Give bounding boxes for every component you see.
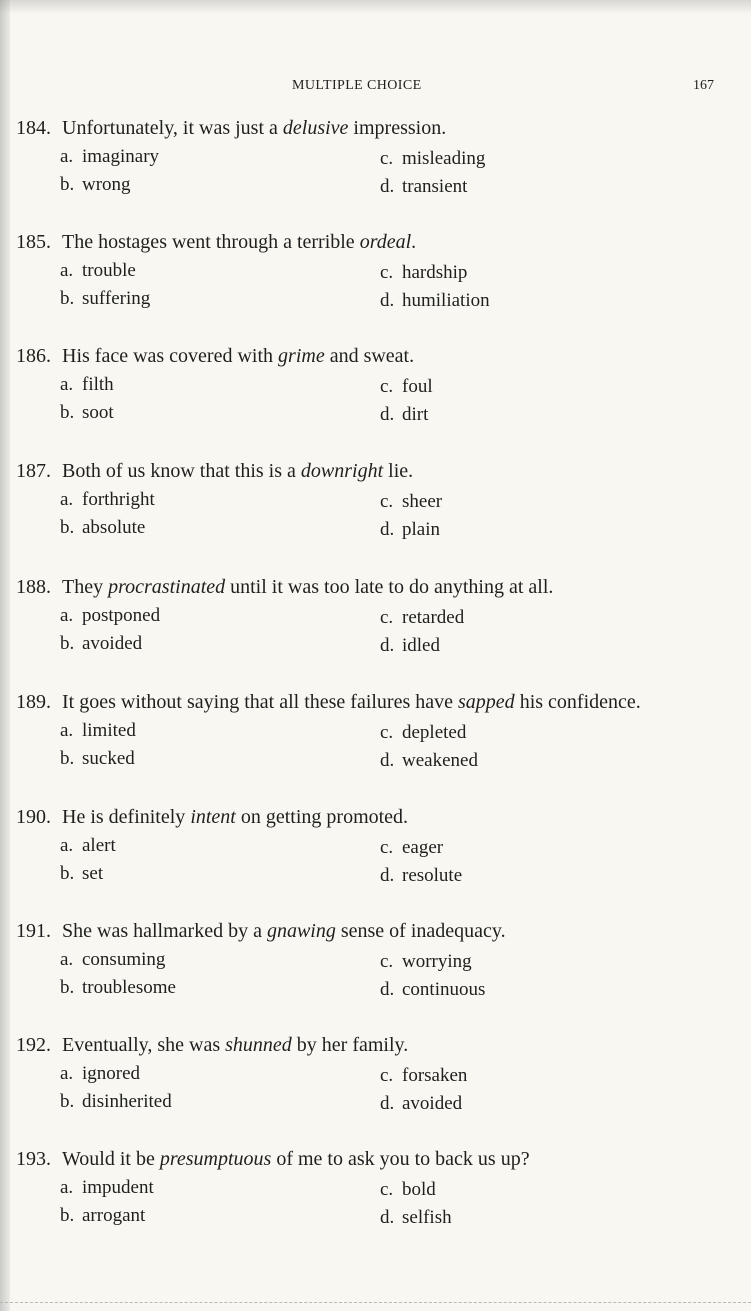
question-number: 192. bbox=[16, 1034, 51, 1056]
option-a[interactable]: a. impudent bbox=[60, 1177, 154, 1198]
option-b[interactable]: b. wrong bbox=[60, 174, 131, 195]
page-bottom-edge bbox=[0, 1302, 751, 1304]
keyword: procrastinated bbox=[108, 576, 226, 598]
option-d[interactable]: d. resolute bbox=[380, 865, 463, 886]
question-number: 191. bbox=[16, 920, 51, 942]
question-text: 186. His face was covered with grime and sweat. bbox=[16, 345, 415, 367]
keyword: presumptuous bbox=[159, 1148, 272, 1170]
option-d[interactable]: d. selfish bbox=[380, 1207, 452, 1228]
keyword: delusive bbox=[282, 117, 349, 139]
option-c[interactable]: c. misleading bbox=[380, 148, 486, 169]
question-184 bbox=[16, 117, 736, 217]
option-c[interactable]: c. eager bbox=[380, 837, 444, 858]
question-192 bbox=[16, 1034, 736, 1134]
option-d[interactable]: d. humiliation bbox=[380, 290, 490, 311]
option-b[interactable]: b. set bbox=[60, 863, 104, 884]
question-text: 191. She was hallmarked by a gnawing sense of inadequacy. bbox=[16, 920, 506, 942]
option-d[interactable]: d. continuous bbox=[380, 979, 486, 1000]
running-head: MULTIPLE CHOICE bbox=[292, 78, 422, 93]
question-187 bbox=[16, 460, 736, 560]
option-a[interactable]: a. filth bbox=[60, 374, 114, 395]
option-b[interactable]: b. sucked bbox=[60, 748, 135, 769]
page-edge bbox=[0, 0, 10, 1311]
keyword: ordeal bbox=[359, 231, 412, 253]
page-number: 167 bbox=[693, 78, 714, 93]
question-number: 190. bbox=[16, 806, 51, 828]
question-text: 192. Eventually, she was shunned by her family. bbox=[16, 1034, 409, 1056]
keyword: grime bbox=[278, 345, 325, 367]
option-d[interactable]: d. plain bbox=[380, 519, 440, 540]
option-b[interactable]: b. soot bbox=[60, 402, 114, 423]
question-text: 189. It goes without saying that all these failures have sapped his confidence. bbox=[16, 691, 641, 713]
question-188 bbox=[16, 576, 736, 676]
option-a[interactable]: a. ignored bbox=[60, 1063, 141, 1084]
option-a[interactable]: a. postponed bbox=[60, 605, 161, 626]
question-186 bbox=[16, 345, 736, 445]
option-c[interactable]: c. bold bbox=[380, 1179, 436, 1200]
option-b[interactable]: b. troublesome bbox=[60, 977, 176, 998]
option-a[interactable]: a. consuming bbox=[60, 949, 166, 970]
question-number: 188. bbox=[16, 576, 51, 598]
option-b[interactable]: b. disinherited bbox=[60, 1091, 172, 1112]
top-shadow bbox=[0, 0, 751, 14]
option-c[interactable]: c. forsaken bbox=[380, 1065, 468, 1086]
keyword: intent bbox=[190, 806, 236, 828]
question-number: 189. bbox=[16, 691, 51, 713]
keyword: sapped bbox=[458, 691, 515, 713]
option-d[interactable]: d. transient bbox=[380, 176, 468, 197]
option-d[interactable]: d. idled bbox=[380, 635, 440, 656]
option-c[interactable]: c. depleted bbox=[380, 722, 467, 743]
question-text: 187. Both of us know that this is a downright lie. bbox=[16, 460, 414, 482]
question-number: 186. bbox=[16, 345, 51, 367]
option-a[interactable]: a. trouble bbox=[60, 260, 136, 281]
question-text: 188. They procrastinated until it was too late to do anything at all. bbox=[16, 576, 554, 598]
option-c[interactable]: c. worrying bbox=[380, 951, 472, 972]
question-text: 185. The hostages went through a terrible ordeal. bbox=[16, 231, 417, 253]
question-193 bbox=[16, 1148, 736, 1248]
option-b[interactable]: b. arrogant bbox=[60, 1205, 146, 1226]
question-190 bbox=[16, 806, 736, 906]
option-c[interactable]: c. hardship bbox=[380, 262, 468, 283]
question-189 bbox=[16, 691, 736, 791]
option-b[interactable]: b. suffering bbox=[60, 288, 151, 309]
option-b[interactable]: b. absolute bbox=[60, 517, 146, 538]
option-a[interactable]: a. alert bbox=[60, 835, 116, 856]
option-b[interactable]: b. avoided bbox=[60, 633, 143, 654]
option-a[interactable]: a. limited bbox=[60, 720, 136, 741]
option-d[interactable]: d. weakened bbox=[380, 750, 478, 771]
option-d[interactable]: d. dirt bbox=[380, 404, 429, 425]
question-number: 184. bbox=[16, 117, 51, 139]
question-text: 190. He is definitely intent on getting promoted. bbox=[16, 806, 409, 828]
question-text: 184. Unfortunately, it was just a delusive impression. bbox=[16, 117, 447, 139]
question-185 bbox=[16, 231, 736, 331]
keyword: gnawing bbox=[266, 920, 336, 942]
keyword: downright bbox=[300, 460, 384, 482]
option-c[interactable]: c. sheer bbox=[380, 491, 443, 512]
keyword: shunned bbox=[225, 1034, 292, 1056]
question-number: 185. bbox=[16, 231, 51, 253]
question-191 bbox=[16, 920, 736, 1020]
option-d[interactable]: d. avoided bbox=[380, 1093, 463, 1114]
question-number: 193. bbox=[16, 1148, 51, 1170]
question-number: 187. bbox=[16, 460, 51, 482]
option-a[interactable]: a. imaginary bbox=[60, 146, 160, 167]
question-text: 193. Would it be presumptuous of me to ask you to back us up? bbox=[16, 1148, 530, 1170]
option-a[interactable]: a. forthright bbox=[60, 489, 155, 510]
option-c[interactable]: c. retarded bbox=[380, 607, 465, 628]
option-c[interactable]: c. foul bbox=[380, 376, 433, 397]
